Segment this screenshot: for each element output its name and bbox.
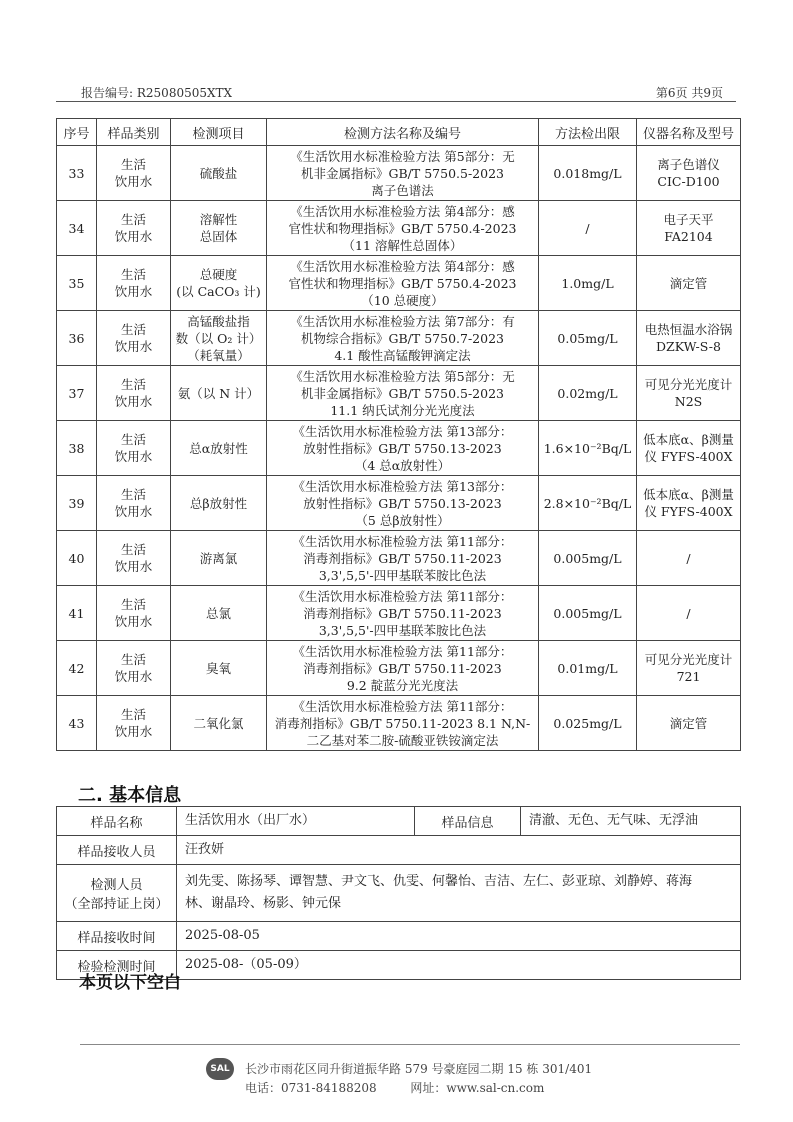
cell-no: 34 [57,201,97,256]
cell-item: 二氧化氯 [171,696,267,751]
table-row [57,641,741,696]
cell-instrument: / [637,531,741,586]
table-row [57,586,741,641]
table-row [57,146,741,201]
cell-item: 游离氯 [171,531,267,586]
table-row [57,531,741,586]
cell-method: 《生活饮用水标准检验方法 第11部分： 消毒剂指标》GB/T 5750.11-2023 8.1 N,N- 二乙基对苯二胺-硫酸亚铁铵滴定法 [267,696,539,751]
col-header-method: 检测方法名称及编号 [267,119,539,146]
col-header-instrument: 仪器名称及型号 [637,119,741,146]
cell-instrument: / [637,586,741,641]
cell-method: 《生活饮用水标准检验方法 第7部分：有 机物综合指标》GB/T 5750.7-2023 4.1 酸性高锰酸钾滴定法 [267,311,539,366]
cell-category: 生活 饮用水 [97,696,171,751]
table-row [57,696,741,751]
cell-item: 臭氧 [171,641,267,696]
test-time-label: 检验检测时间 [57,951,177,980]
footer-phone: 0731-84188208 [281,1081,377,1095]
table-row [57,201,741,256]
cell-item: 总β放射性 [171,476,267,531]
cell-category: 生活 饮用水 [97,586,171,641]
receiver-value: 汪孜妍 [177,836,741,865]
cell-item: 总氯 [171,586,267,641]
cell-category: 生活 饮用水 [97,421,171,476]
cell-limit: 0.025mg/L [539,696,637,751]
cell-instrument: 低本底α、β测量 仪 FYFS-400X [637,476,741,531]
blank-below-note: 本页以下空白 [79,973,181,993]
sample-name-label: 样品名称 [57,807,177,836]
cell-item: 总α放射性 [171,421,267,476]
test-methods-table [56,118,741,751]
cell-method: 《生活饮用水标准检验方法 第11部分： 消毒剂指标》GB/T 5750.11-2023 3,3',5,5'-四甲基联苯胺比色法 [267,531,539,586]
cell-no: 35 [57,256,97,311]
table-row [57,311,741,366]
cell-method: 《生活饮用水标准检验方法 第4部分：感 官性状和物理指标》GB/T 5750.4-2023 （10 总硬度） [267,256,539,311]
inspectors-label: 检测人员 （全部持证上岗） [57,865,177,922]
sal-logo: SAL [206,1058,234,1080]
cell-method: 《生活饮用水标准检验方法 第5部分：无 机非金属指标》GB/T 5750.5-2023 离子色谱法 [267,146,539,201]
cell-category: 生活 饮用水 [97,256,171,311]
cell-limit: 0.01mg/L [539,641,637,696]
cell-limit: 1.0mg/L [539,256,637,311]
cell-method: 《生活饮用水标准检验方法 第5部分：无 机非金属指标》GB/T 5750.5-2023 11.1 纳氏试剂分光光度法 [267,366,539,421]
cell-instrument: 离子色谱仪 CIC-D100 [637,146,741,201]
cell-limit: 1.6×10⁻²Bq/L [539,421,637,476]
cell-item: 溶解性 总固体 [171,201,267,256]
cell-no: 37 [57,366,97,421]
report-number: 报告编号: R25080505XTX [81,86,233,100]
inspectors-row [57,865,741,922]
cell-limit: 2.8×10⁻²Bq/L [539,476,637,531]
cell-no: 36 [57,311,97,366]
footer-website[interactable]: www.sal-cn.com [446,1081,545,1095]
inspectors-value: 刘先雯、陈扬琴、谭智慧、尹文飞、仇雯、何馨怡、吉洁、左仁、彭亚琼、刘静婷、蒋海 林、谢晶玲、杨影、钟元保 [177,865,741,922]
cell-item: 总硬度 (以 CaCO₃ 计) [171,256,267,311]
basic-info-title: 二. 基本信息 [78,785,182,806]
cell-instrument: 电热恒温水浴锅 DZKW-S-8 [637,311,741,366]
cell-category: 生活 饮用水 [97,146,171,201]
cell-item: 硫酸盐 [171,146,267,201]
cell-limit: / [539,201,637,256]
cell-category: 生活 饮用水 [97,201,171,256]
cell-category: 生活 饮用水 [97,476,171,531]
sample-info-value: 清澈、无色、无气味、无浮油 [521,807,741,836]
header-divider [56,101,736,102]
cell-method: 《生活饮用水标准检验方法 第4部分：感 官性状和物理指标》GB/T 5750.4-2023 （11 溶解性总固体） [267,201,539,256]
cell-no: 40 [57,531,97,586]
cell-no: 43 [57,696,97,751]
table-header-row [57,119,741,146]
table-row [57,256,741,311]
cell-instrument: 滴定管 [637,256,741,311]
col-header-category: 样品类别 [97,119,171,146]
receive-time-row [57,922,741,951]
footer-contact: 电话：0731-84188208 网址：www.sal-cn.com [245,1081,545,1095]
cell-method: 《生活饮用水标准检验方法 第11部分： 消毒剂指标》GB/T 5750.11-2023 3,3',5,5'-四甲基联苯胺比色法 [267,586,539,641]
receive-time-label: 样品接收时间 [57,922,177,951]
cell-no: 33 [57,146,97,201]
receiver-row [57,836,741,865]
cell-no: 38 [57,421,97,476]
table-row [57,366,741,421]
col-header-item: 检测项目 [171,119,267,146]
cell-instrument: 低本底α、β测量 仪 FYFS-400X [637,421,741,476]
cell-item: 氨（以 N 计） [171,366,267,421]
cell-category: 生活 饮用水 [97,531,171,586]
col-header-limit: 方法检出限 [539,119,637,146]
cell-instrument: 滴定管 [637,696,741,751]
cell-method: 《生活饮用水标准检验方法 第13部分： 放射性指标》GB/T 5750.13-2023 （4 总α放射性） [267,421,539,476]
test-time-value: 2025-08-（05-09） [177,951,741,980]
page-info: 第6页 共9页 [655,86,723,100]
cell-method: 《生活饮用水标准检验方法 第11部分： 消毒剂指标》GB/T 5750.11-2023 9.2 靛蓝分光光度法 [267,641,539,696]
footer-divider [80,1044,740,1045]
col-header-no: 序号 [57,119,97,146]
cell-limit: 0.05mg/L [539,311,637,366]
cell-limit: 0.018mg/L [539,146,637,201]
cell-category: 生活 饮用水 [97,311,171,366]
cell-limit: 0.005mg/L [539,531,637,586]
cell-no: 39 [57,476,97,531]
cell-method: 《生活饮用水标准检验方法 第13部分： 放射性指标》GB/T 5750.13-2023 （5 总β放射性） [267,476,539,531]
cell-limit: 0.005mg/L [539,586,637,641]
cell-category: 生活 饮用水 [97,366,171,421]
footer-address: 长沙市雨花区同升街道振华路 579 号豪庭园二期 15 栋 301/401 [245,1062,593,1076]
table-row [57,421,741,476]
receive-time-value: 2025-08-05 [177,922,741,951]
table-row [57,476,741,531]
cell-category: 生活 饮用水 [97,641,171,696]
cell-instrument: 电子天平 FA2104 [637,201,741,256]
basic-info-table [56,806,741,980]
cell-no: 42 [57,641,97,696]
cell-instrument: 可见分光光度计 721 [637,641,741,696]
cell-no: 41 [57,586,97,641]
cell-instrument: 可见分光光度计 N2S [637,366,741,421]
sample-name-value: 生活饮用水（出厂水） [177,807,415,836]
cell-limit: 0.02mg/L [539,366,637,421]
cell-item: 高锰酸盐指 数（以 O₂ 计） （耗氧量） [171,311,267,366]
sample-name-row [57,807,741,836]
receiver-label: 样品接收人员 [57,836,177,865]
sample-info-label: 样品信息 [415,807,521,836]
